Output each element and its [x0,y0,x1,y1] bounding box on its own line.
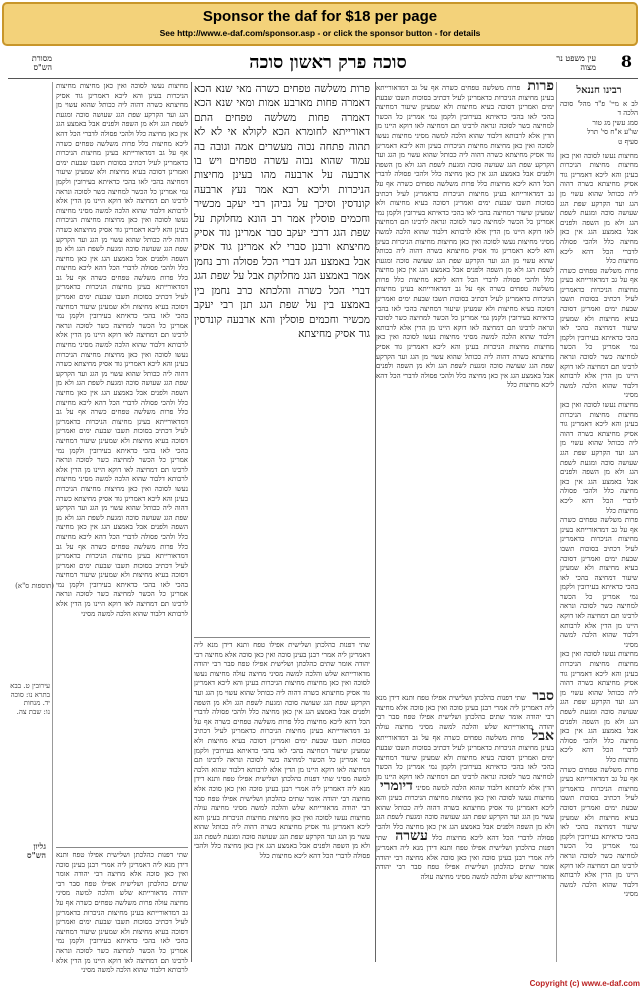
tosafot-text-6: מחיצות נעשו לסוכה ואין כאן מחיצות מחיצות הניכרות בעינן והא ליכא דאמרינן גוד אסיק מחיצתא כשרה דהוה ליה ככותל שהוא עשוי מן הגג ועד הקרקע שפת הגג שעושה סוכה ומגעת לשפת הגג ולא מן השפה ולפנים אבל באמצע הגג אין כאן מחיצה כלל ולהכי פסולה לדברי הכל דהא ליכא מחיצות כלל [376,333,554,390]
tosafot-text-3: פרות משלשה טפחים כשרה אף על גב דמדאורייתא בעינן מחיצות הניכרות כדאמרינן לעיל דכתיב בסוכות תשבו שבעת ימים ואמרינן דסוכה בעיא מחיצות ולא שמעינן שיעור דמחיצה בהכי לאו בהכי כדאיתא בעירובין ולקמן נמי אמרינן כל הכשר למחיצה כשר לסוכה ונראה לרבינו תם דמחיצה לאו דוקא היינו מן הדין אלא לרבותא דלבוד שהוא הלכה למשה מסיני [376,179,554,246]
tosafot-ref: (תוספות ס"א) [15,582,54,590]
mesoret-note-4: נו: שבת צה. [16,707,50,716]
gemara-main-column [194,82,370,627]
bottom-center-commentary [194,637,370,966]
page-header [8,52,638,79]
aval-label: אבל [531,728,555,745]
bottom-center-text-5: מחיצות נעשו לסוכה ואין כאן מחיצות מחיצות הניכרות בעינן והא ליכא דאמרינן גוד אסיק מחיצתא כשרה דהוה ליה ככותל שהוא עשוי מן הגג ועד הקרקע שפת הגג שעושה סוכה ומגעת לשפת הגג ולא מן השפה ולפנים אבל באמצע הגג אין כאן מחיצה כלל ולהכי פסולה לדברי הכל דהא ליכא מחיצות כלל [194,813,370,861]
rabbeinu-chananel-heading: רבינו חננאל [576,85,622,96]
tractate-title: סוכה פרק ראשון סוכה [249,52,407,73]
tosafot-text-2: מחיצות נעשו לסוכה ואין כאן מחיצות מחיצות הניכרות בעינן והא ליכא דאמרינן גוד אסיק מחיצתא כשרה דהוה ליה ככותל שהוא עשוי מן הגג ועד הקרקע שפת הגג שעושה סוכה ומגעת לשפת הגג ולא מן השפה ולפנים אבל באמצע הגג אין כאן מחיצה כלל ולהכי פסולה לדברי הכל דהא ליכא מחיצות כלל [376,131,554,188]
tosafot-text: פרות משלשה טפחים כשרה אף על גב דמדאורייתא בעינן מחיצות הניכרות כדאמרינן לעיל דכתיב בסוכות תשבו שבעת ימים ואמרינן דסוכה בעיא מחיצות ולא שמעינן שיעור דמחיצה בהכי לאו בהכי כדאיתא בעירובין ולקמן נמי אמרינן כל הכשר למחיצה כשר לסוכה ונראה לרבינו תם דמחיצה לאו דוקא היינו מן הדין אלא לרבותא דלבוד שהוא הלכה למשה מסיני [376,84,554,140]
rabbeinu-chananel-text-cont2: מחיצות נעשו לסוכה ואין כאן מחיצות מחיצות הניכרות בעינן והא ליכא דאמרינן גוד אסיק מחיצתא כשרה דהוה ליה ככותל שהוא עשוי מן הגג ועד הקרקע שפת הגג שעושה סוכה ומגעת לשפת הגג ולא מן השפה ולפנים אבל באמצע הגג אין כאן מחיצה כלל ולהכי פסולה לדברי הכל דהא ליכא מחיצות כלל [560,401,638,515]
tosafot-column [376,78,554,702]
right-margin-column [556,82,638,962]
rabbeinu-chananel-text: מחיצות נעשו לסוכה ואין כאן מחיצות מחיצות הניכרות בעינן והא ליכא דאמרינן גוד אסיק מחיצתא כשרה דהוה ליה ככותל שהוא עשוי מן הגג ועד הקרקע שפת הגג שעושה סוכה ומגעת לשפת הגג ולא מן השפה ולפנים אבל באמצע הגג אין כאן מחיצה כלל ולהכי פסולה לדברי הכל דהא ליכא מחיצות כלל [560,151,638,266]
sponsor-link-text[interactable]: See http://www.e-daf.com/sponsor.asp - or click the sponsor button - for details [159,28,481,38]
mesoret-note-3: יד. מנחות [23,699,50,707]
rabbeinu-chananel-text-cont: פרות משלשה טפחים כשרה אף על גב דמדאורייתא בעינן מחיצות הניכרות כדאמרינן לעיל דכתיב בסוכות תשבו שבעת ימים ואמרינן דסוכה בעיא מחיצות ולא שמעינן שיעור דמחיצה בהכי לאו בהכי כדאיתא בעירובין ולקמן נמי אמרינן כל הכשר למחיצה כשר לסוכה ונראה לרבינו תם דמחיצה לאו דוקא היינו מן הדין אלא לרבותא דלבוד שהוא הלכה למשה מסיני [560,266,638,400]
tosafot-text-4: מחיצות נעשו לסוכה ואין כאן מחיצות מחיצות הניכרות בעינן והא ליכא דאמרינן גוד אסיק מחיצתא כשרה דהוה ליה ככותל שהוא עשוי מן הגג ועד הקרקע שפת הגג שעושה סוכה ומגעת לשפת הגג ולא מן השפה ולפנים אבל באמצע הגג אין כאן מחיצה כלל ולהכי פסולה לדברי הכל דהא ליכא מחיצות כלל [376,237,554,284]
bottom-left-commentary [56,847,188,975]
column-divider [375,82,376,962]
bottom-left-text: שתי דפנות כהלכתן ושלישית אפילו טפח ותנא דידן מנא ליה דאמרינן ליה אמרי רבנן בעינן סוכה ואין כאן סוכה אלא מחיצה רבי יהודה אומר שתים כהלכתן ושלישית אפילו טפח סבר רבי יהודה מדאורייתא שלש והלכה למשה מסיני מחיצה עולה [56,851,188,907]
right-margin-note-1: לב א מיי' פ"ד מהל' סוכה הלכה ד [560,99,638,118]
rabbeinu-chananel-text-cont3: פרות משלשה טפחים כשרה אף על גב דמדאורייתא בעינן מחיצות הניכרות כדאמרינן לעיל דכתיב בסוכות תשבו שבעת ימים ואמרינן דסוכה בעיא מחיצות ולא שמעינן שיעור דמחיצה בהכי לאו בהכי כדאיתא בעירובין ולקמן נמי אמרינן כל הכשר למחיצה כשר לסוכה ונראה לרבינו תם דמחיצה לאו דוקא היינו מן הדין אלא לרבותא דלבוד שהוא הלכה למשה מסיני [560,516,638,649]
bottom-center-text-2: מחיצות נעשו לסוכה ואין כאן מחיצות מחיצות הניכרות בעינן והא ליכא דאמרינן גוד אסיק מחיצתא כשרה דהוה ליה ככותל שהוא עשוי מן הגג ועד הקרקע שפת הגג שעושה סוכה ומגעת לשפת הגג ולא מן השפה ולפנים אבל באמצע הגג אין כאן מחיצה כלל ולהכי פסולה לדברי הכל דהא ליכא מחיצות כלל [194,669,370,726]
rashi-text-5: מחיצות נעשו לסוכה ואין כאן מחיצות מחיצות הניכרות בעינן והא ליכא דאמרינן גוד אסיק מחיצתא כשרה דהוה ליה ככותל שהוא עשוי מן הגג ועד הקרקע שפת הגג שעושה סוכה ומגעת לשפת הגג ולא מן השפה ולפנים אבל באמצע הגג אין כאן מחיצה כלל ולהכי פסולה לדברי הכל דהא ליכא מחיצות כלל [56,341,188,417]
rashi-text-6: פרות משלשה טפחים כשרה אף על גב דמדאורייתא בעינן מחיצות הניכרות כדאמרינן לעיל דכתיב בסוכות תשבו שבעת ימים ואמרינן דסוכה בעיא מחיצות ולא שמעינן שיעור דמחיצה בהכי לאו בהכי כדאיתא בעירובין ולקמן נמי אמרינן כל הכשר למחיצה כשר לסוכה ונראה לרבינו תם דמחיצה לאו דוקא היינו מן הדין אלא לרבותא דלבוד שהוא הלכה למשה מסיני [56,408,188,484]
right-margin-note-2: סמג עשין מג טור [592,118,638,127]
talmud-page [8,52,638,982]
bottom-right-commentary [376,688,555,962]
rashi-text-2: פרות משלשה טפחים כשרה אף על גב דמדאורייתא בעינן מחיצות הניכרות כדאמרינן לעיל דכתיב בסוכות תשבו שבעת ימים ואמרינן דסוכה בעיא מחיצות ולא שמעינן שיעור דמחיצה בהכי לאו בהכי כדאיתא בעירובין ולקמן נמי אמרינן כל הכשר למחיצה כשר לסוכה ונראה לרבינו תם דמחיצה לאו דוקא היינו מן הדין אלא לרבותא דלבוד שהוא הלכה למשה מסיני [56,139,188,215]
bottom-center-text-3: פרות משלשה טפחים כשרה אף על גב דמדאורייתא בעינן מחיצות הניכרות כדאמרינן לעיל דכתיב בסוכות תשבו שבעת ימים ואמרינן דסוכה בעיא מחיצות ולא שמעינן שיעור דמחיצה בהכי לאו בהכי כדאיתא בעירובין ולקמן נמי אמרינן כל הכשר למחיצה כשר לסוכה ונראה לרבינו תם דמחיצה לאו דוקא היינו מן הדין אלא לרבותא דלבוד שהוא הלכה למשה מסיני [194,717,370,784]
bottom-left-text-2: פרות משלשה טפחים כשרה אף על גב דמדאורייתא בעינן מחיצות הניכרות כדאמרינן לעיל דכתיב בסוכות תשבו שבעת ימים ואמרינן דסוכה בעיא מחיצות ולא שמעינן שיעור דמחיצה בהכי לאו בהכי כדאיתא בעירובין ולקמן נמי אמרינן כל הכשר למחיצה כשר לסוכה ונראה לרבינו תם דמחיצה לאו דוקא היינו מן הדין אלא לרבותא דלבוד שהוא הלכה למשה מסיני [56,898,188,975]
gilyon-hashas-heading: גליון הש"ס [27,841,46,860]
page-number: 8 [620,52,632,71]
gemara-main-text: פרות משלשה טפחים כשרה מאי שנא הכא דאמרה פחות מארבע אמות ומאי שנא הכא דאמרה פחות משלשה טפחים התם דאורייתא לחומרא הכא לקולא אי לא לא תהוה פתחה נכוה מעשרים אמה וגובה בה עמוד שהוא נבוה עשרה טפחים ויש בו ארבעה על ארבעה מהו בעינן מחיצות הניכרות וליכא רבא אמר נעץ ארבעה קונדסין וסיכך על גביהן רבי יעקב מכשיר וחכמים פוסלין אמר רב הונא מחלוקת על שפת הגג דרבי יעקב סבר אמרינן גוד אסיק מחיצתא ורבנן סברי לא אמרינן גוד אסיק אבל באמצע הגג דברי הכל פסולה ורב נחמן אמר באמצע הגג מחלוקת אבל על שפת הגג דברי הכל כשרה והלכתא כרב נחמן בין באמצע בין על שפת הגג תנן רבי יעקב מכשיר וחכמים פוסלין והא ארבעה קונדסין גוד אסיק מחיצתא [194,83,370,340]
tosafot-heading: פרות [527,78,554,94]
right-margin-note-3: שו"ע א"ח סי' תרל [587,128,638,137]
mesoret-note-2: בתרא נו: סוכה [10,690,50,699]
mesoret-notes [10,682,50,716]
mesoret-heading: מסורת הש"ס [31,54,52,72]
bottom-center-text-4: שתי דפנות כהלכתן ושלישית אפילו טפח ותנא דידן מנא ליה דאמרינן ליה אמרי רבנן בעינן סוכה ואין כאן סוכה אלא מחיצה רבי יהודה אומר שתים כהלכתן ושלישית אפילו טפח סבר רבי יהודה מדאורייתא שלש והלכה למשה מסיני מחיצה עולה [194,775,370,813]
rabbeinu-chananel-text-cont4: מחיצות נעשו לסוכה ואין כאן מחיצות מחיצות הניכרות בעינן והא ליכא דאמרינן גוד אסיק מחיצתא כשרה דהוה ליה ככותל שהוא עשוי מן הגג ועד הקרקע שפת הגג שעושה סוכה ומגעת לשפת הגג ולא מן השפה ולפנים אבל באמצע הגג אין כאן מחיצה כלל ולהכי פסולה לדברי הכל דהא ליכא מחיצות כלל [560,650,638,764]
bottom-center-text: שתי דפנות כהלכתן ושלישית אפילו טפח ותנא דידן מנא ליה דאמרינן ליה אמרי רבנן בעינן סוכה ואין כאן סוכה אלא מחיצה רבי יהודה אומר שתים כהלכתן ושלישית אפילו טפח סבר רבי יהודה מדאורייתא שלש והלכה למשה מסיני מחיצה עולה [194,641,370,678]
column-divider [191,82,192,962]
right-margin-note-4: סעיף ט [618,137,638,146]
tosafot-text-5: פרות משלשה טפחים כשרה אף על גב דמדאורייתא בעינן מחיצות הניכרות כדאמרינן לעיל דכתיב בסוכות תשבו שבעת ימים ואמרינן דסוכה בעיא מחיצות ולא שמעינן שיעור דמחיצה בהכי לאו בהכי כדאיתא בעירובין ולקמן נמי אמרינן כל הכשר למחיצה כשר לסוכה ונראה לרבינו תם דמחיצה לאו דוקא היינו מן הדין אלא לרבותא דלבוד שהוא הלכה למשה מסיני [376,275,554,342]
rashi-text-8: פרות משלשה טפחים כשרה אף על גב דמדאורייתא בעינן מחיצות הניכרות כדאמרינן לעיל דכתיב בסוכות תשבו שבעת ימים ואמרינן דסוכה בעיא מחיצות ולא שמעינן שיעור דמחיצה בהכי לאו בהכי כדאיתא בעירובין ולקמן נמי אמרינן כל הכשר למחיצה כשר לסוכה ונראה לרבינו תם דמחיצה לאו דוקא היינו מן הדין אלא לרבותא דלבוד שהוא הלכה למשה מסיני [56,542,188,618]
mesoret-note-1: עירובין ט. בבא [10,682,50,690]
sponsor-banner[interactable] [2,2,638,46]
copyright-link[interactable]: Copyright (c) www.e-daf.com [529,979,640,988]
rabbeinu-chananel-text-cont5: פרות משלשה טפחים כשרה אף על גב דמדאורייתא בעינן מחיצות הניכרות כדאמרינן לעיל דכתיב בסוכות תשבו שבעת ימים ואמרינן דסוכה בעיא מחיצות ולא שמעינן שיעור דמחיצה בהכי לאו בהכי כדאיתא בעירובין ולקמן נמי אמרינן כל הכשר למחיצה כשר לסוכה ונראה לרבינו תם דמחיצה לאו דוקא היינו מן הדין אלא לרבותא דלבוד שהוא הלכה למשה מסיני [560,765,638,899]
left-margin-column [8,82,53,962]
ein-mishpat-heading: עין משפט נר מצוה [556,54,596,72]
rashi-column [56,82,188,842]
bottom-right-text-3: מחיצות נעשו לסוכה ואין כאן מחיצות מחיצות הניכרות בעינן והא ליכא דאמרינן גוד אסיק מחיצתא כשרה דהוה ליה ככותל שהוא עשוי מן הגג ועד הקרקע שפת הגג שעושה סוכה ומגעת לשפת הגג ולא מן השפה ולפנים אבל באמצע הגג אין כאן מחיצה כלל ולהכי פסולה לדברי הכל דהא ליכא מחיצות כלל [376,793,554,843]
rashi-text-7: מחיצות נעשו לסוכה ואין כאן מחיצות מחיצות הניכרות בעינן והא ליכא דאמרינן גוד אסיק מחיצתא כשרה דהוה ליה ככותל שהוא עשוי מן הגג ועד הקרקע שפת הגג שעושה סוכה ומגעת לשפת הגג ולא מן השפה ולפנים אבל באמצע הגג אין כאן מחיצה כלל ולהכי פסולה לדברי הכל דהא ליכא מחיצות כלל [56,475,188,551]
dimori-label: דיומרי [380,778,413,795]
asara-label: עשרה [395,828,428,845]
bottom-right-text-4: שתי דפנות כהלכתן ושלישית אפילו טפח ותנא דידן מנא ליה דאמרינן ליה אמרי רבנן בעינן סוכה ואין כאן סוכה אלא מחיצה רבי יהודה אומר שתים כהלכתן ושלישית אפילו טפח סבר רבי יהודה מדאורייתא שלש והלכה למשה מסיני מחיצה עולה [376,834,554,881]
bottom-right-text-2: פרות משלשה טפחים כשרה אף על גב דמדאורייתא בעינן מחיצות הניכרות כדאמרינן לעיל דכתיב בסוכות תשבו שבעת ימים ואמרינן דסוכה בעיא מחיצות ולא שמעינן שיעור דמחיצה בהכי לאו בהכי כדאיתא בעירובין ולקמן נמי אמרינן כל הכשר למחיצה כשר לסוכה ונראה לרבינו תם דמחיצה לאו דוקא היינו מן הדין אלא לרבותא דלבוד שהוא הלכה למשה מסיני [376,734,554,793]
bottom-right-text: שתי דפנות כהלכתן ושלישית אפילו טפח ותנא דידן מנא ליה דאמרינן ליה אמרי רבנן בעינן סוכה ואין כאן סוכה אלא מחיצה רבי יהודה אומר שתים כהלכתן ושלישית אפילו טפח סבר רבי יהודה מדאורייתא שלש והלכה למשה מסיני מחיצה עולה [376,694,554,731]
sponsor-title: Sponsor the daf for $18 per page [202,8,438,25]
rashi-text-3: מחיצות נעשו לסוכה ואין כאן מחיצות מחיצות הניכרות בעינן והא ליכא דאמרינן גוד אסיק מחיצתא כשרה דהוה ליה ככותל שהוא עשוי מן הגג ועד הקרקע שפת הגג שעושה סוכה ומגעת לשפת הגג ולא מן השפה ולפנים אבל באמצע הגג אין כאן מחיצה כלל ולהכי פסולה לדברי הכל דהא ליכא מחיצות כלל [56,206,188,282]
rashi-text: מחיצות נעשו לסוכה ואין כאן מחיצות מחיצות הניכרות בעינן והא ליכא דאמרינן גוד אסיק מחיצתא כשרה דהוה ליה ככותל שהוא עשוי מן הגג ועד הקרקע שפת הגג שעושה סוכה ומגעת לשפת הגג ולא מן השפה ולפנים אבל באמצע הגג אין כאן מחיצה כלל ולהכי פסולה לדברי הכל דהא ליכא מחיצות כלל [56,82,188,148]
savar-label: סבר [532,688,555,704]
rashi-text-4: פרות משלשה טפחים כשרה אף על גב דמדאורייתא בעינן מחיצות הניכרות כדאמרינן לעיל דכתיב בסוכות תשבו שבעת ימים ואמרינן דסוכה בעיא מחיצות ולא שמעינן שיעור דמחיצה בהכי לאו בהכי כדאיתא בעירובין ולקמן נמי אמרינן כל הכשר למחיצה כשר לסוכה ונראה לרבינו תם דמחיצה לאו דוקא היינו מן הדין אלא לרבותא דלבוד שהוא הלכה למשה מסיני [56,273,188,350]
